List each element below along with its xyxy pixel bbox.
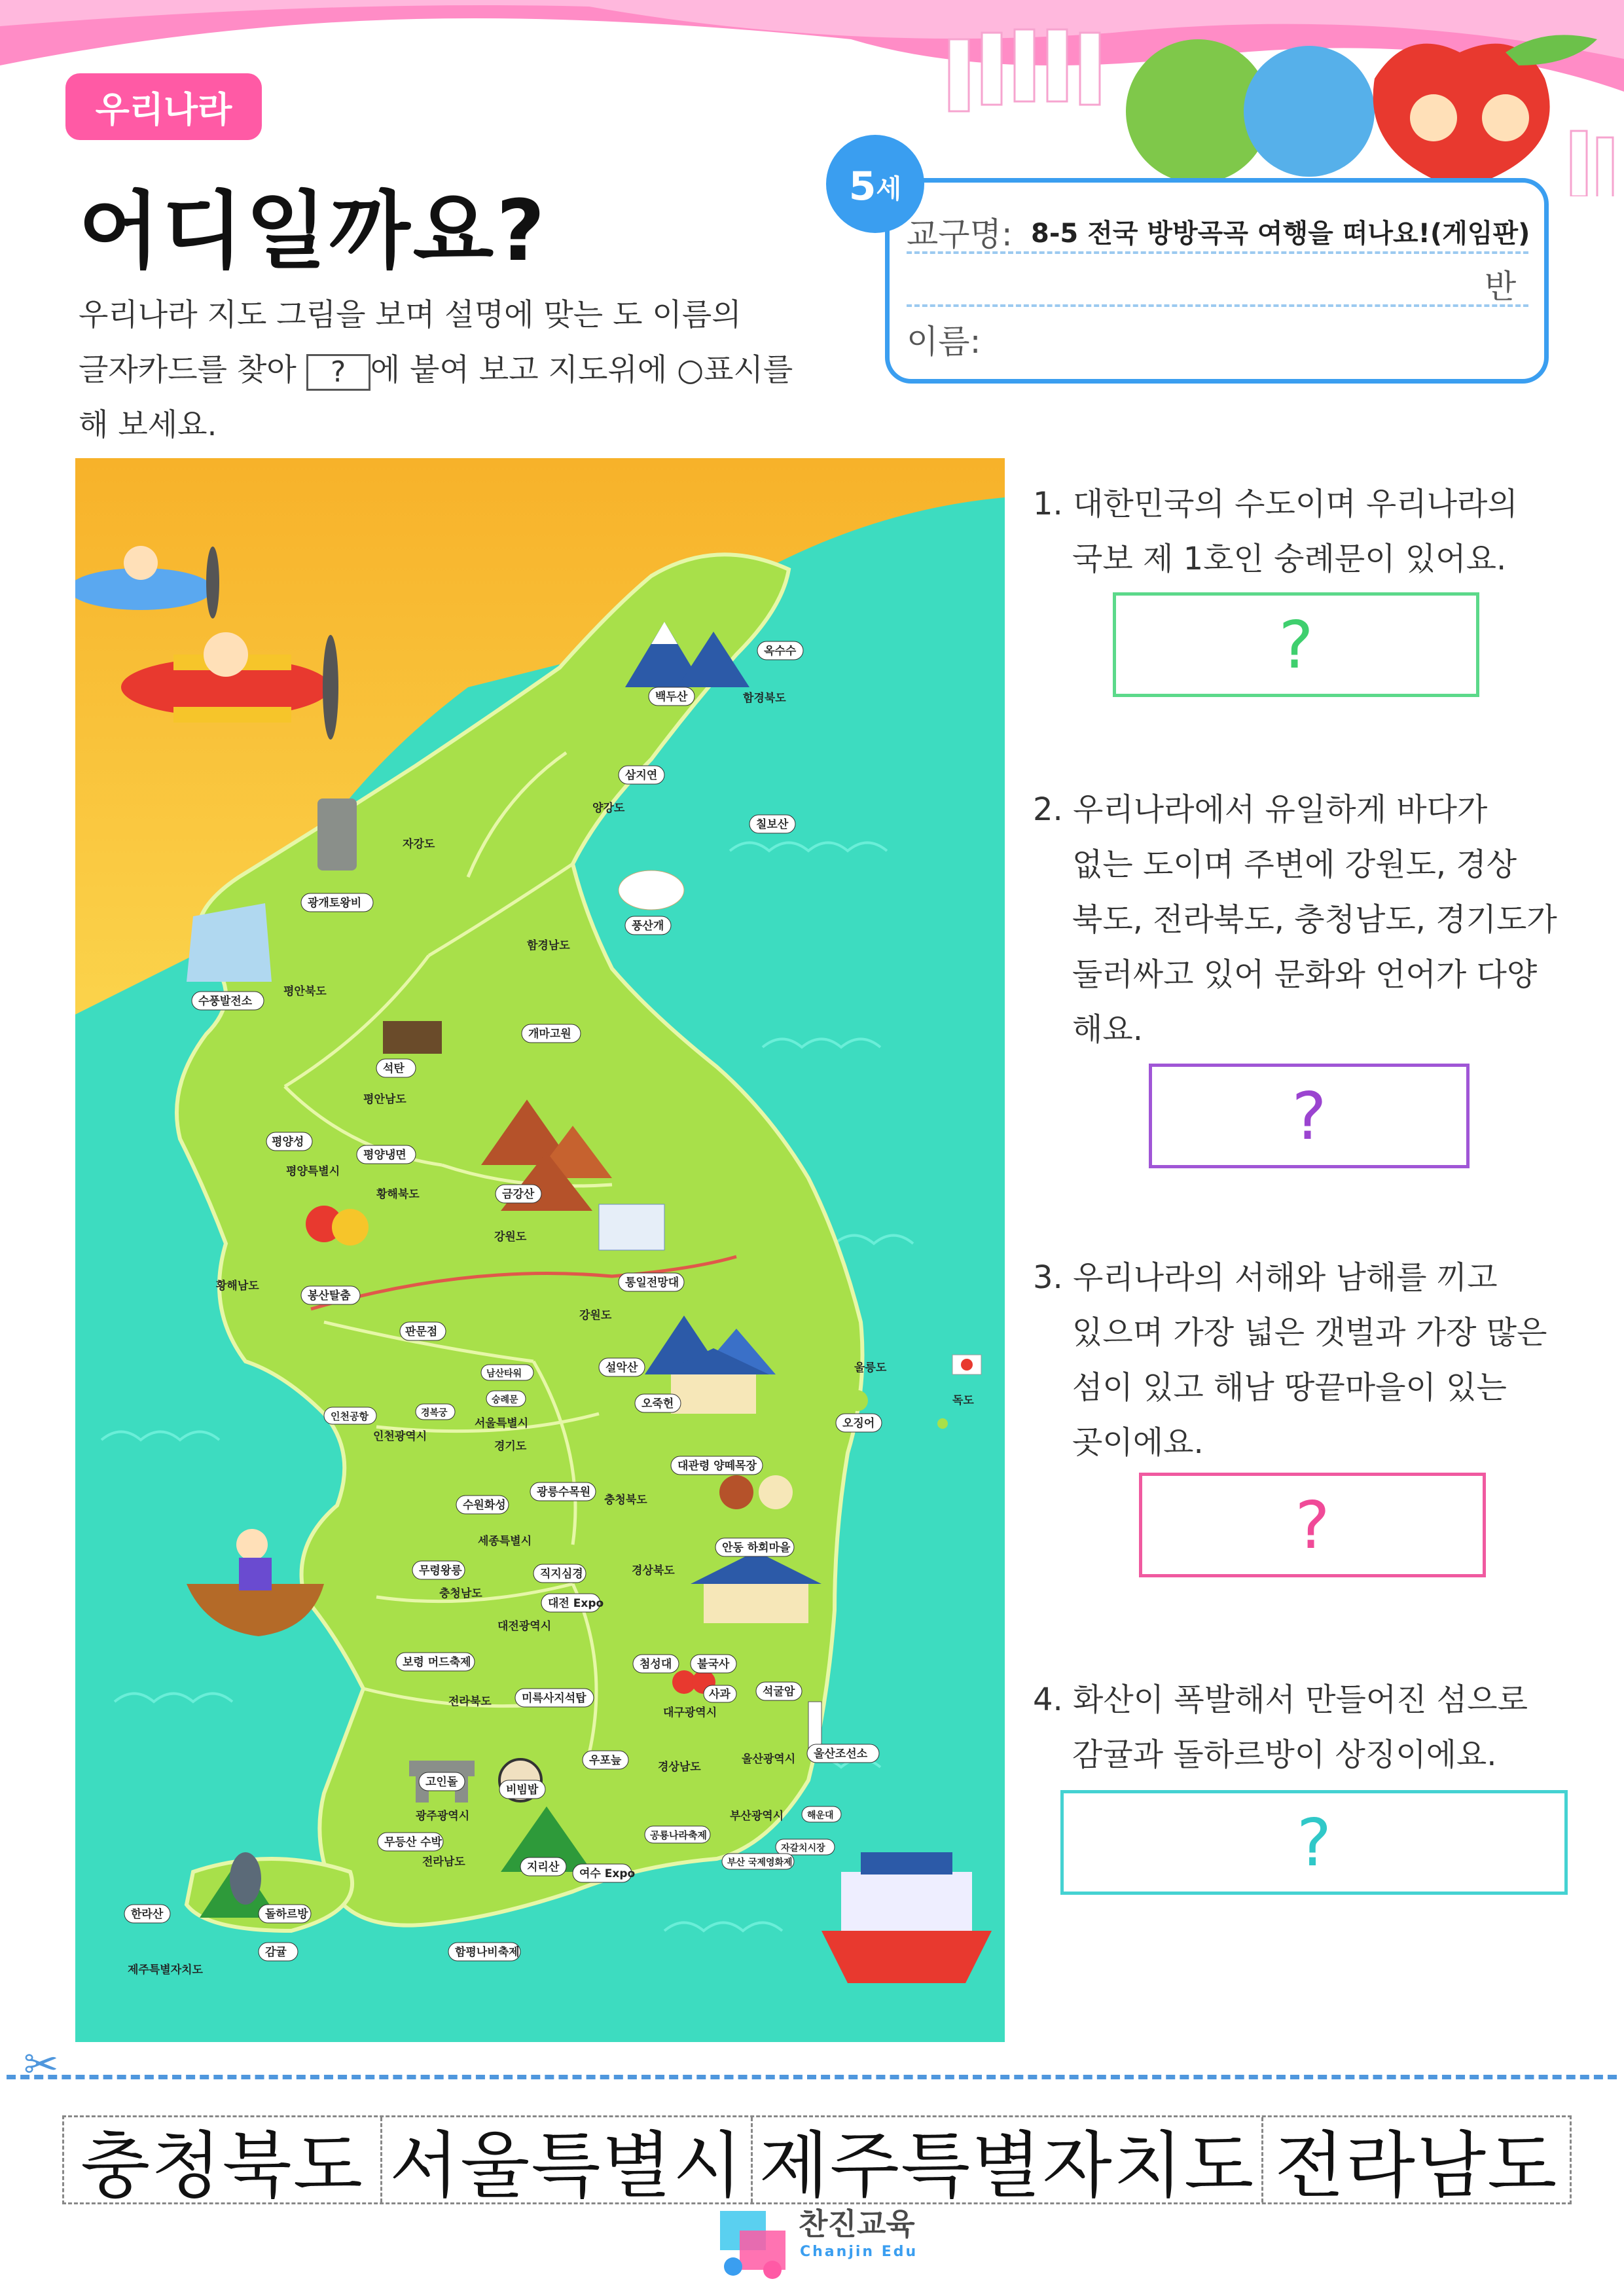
map-label-apple (704, 1685, 736, 1702)
svg-text:광개토왕비: 광개토왕비 (308, 897, 362, 910)
ship-icon (821, 1852, 992, 1983)
svg-text:안동 하회마을: 안동 하회마을 (722, 1541, 791, 1554)
map-label-chilbo (749, 815, 795, 833)
svg-text:울산광역시: 울산광역시 (742, 1753, 796, 1766)
instructions-line-1: 우리나라 지도 그림을 보며 설명에 맞는 도 이름의 (79, 297, 742, 333)
map-label-pyeongannam (363, 1092, 406, 1106)
svg-text:봉산탈춤: 봉산탈춤 (308, 1289, 351, 1302)
ulleung-island (847, 1390, 868, 1411)
svg-text:설악산: 설악산 (605, 1361, 638, 1374)
map-label-halla (124, 1905, 170, 1923)
svg-text:황해남도: 황해남도 (216, 1280, 259, 1293)
map-label-ulsan-ship (807, 1744, 879, 1763)
map-label-gwanggaeto (301, 893, 373, 912)
svg-text:평양특별시: 평양특별시 (286, 1165, 340, 1178)
svg-text:풍산개: 풍산개 (632, 920, 664, 933)
map-label-namsan (481, 1365, 533, 1380)
svg-text:무령왕릉: 무령왕릉 (419, 1564, 462, 1577)
coal-icon (383, 1021, 442, 1054)
map-label-pungsan (625, 916, 671, 935)
map-label-samjiyeon (619, 766, 664, 784)
map-label-gaema (522, 1024, 581, 1043)
map-label-sejong (478, 1534, 532, 1548)
map-label-suwon (456, 1496, 509, 1514)
map-label-bulguksa (691, 1655, 736, 1673)
svg-text:오징어: 오징어 (842, 1417, 875, 1430)
svg-text:경상북도: 경상북도 (632, 1564, 675, 1577)
map-label-hamgyeongbuk (742, 691, 786, 705)
svg-text:함평나비축제: 함평나비축제 (455, 1946, 520, 1959)
svg-text:공룡나라축제: 공룡나라축제 (650, 1829, 707, 1841)
instructions (79, 288, 838, 453)
svg-text:서울특별시: 서울특별시 (475, 1417, 529, 1430)
divider (907, 304, 1528, 307)
name-field-label[interactable]: 이름: (907, 323, 981, 361)
map-label-bibimbap (499, 1780, 545, 1799)
tool-label: 교구명: (907, 215, 1013, 253)
map-label-hamgyeongnam (526, 939, 570, 952)
map-label-upo (583, 1751, 628, 1769)
word-cards (62, 2115, 1572, 2208)
svg-text:전라남도: 전라남도 (422, 1856, 465, 1869)
svg-text:판문점: 판문점 (405, 1325, 438, 1338)
svg-text:비빔밥: 비빔밥 (506, 1784, 539, 1797)
svg-text:미륵사지석탑: 미륵사지석탑 (522, 1692, 586, 1705)
svg-text:강원도: 강원도 (579, 1309, 612, 1322)
svg-text:제주특별자치도: 제주특별자치도 (128, 1964, 203, 1977)
map-label-gamgyul (259, 1943, 298, 1961)
svg-text:보령 머드축제: 보령 머드축제 (403, 1656, 471, 1669)
svg-text:석굴암: 석굴암 (763, 1685, 795, 1698)
word-card[interactable]: 서울특별시 (382, 2117, 753, 2202)
category-tag: 우리나라 (65, 73, 262, 140)
map-label-dolmen (419, 1772, 465, 1791)
svg-text:울산조선소: 울산조선소 (814, 1748, 868, 1761)
map-label-gyeonggi (494, 1439, 527, 1453)
tool-name: 8-5 전국 방방곡곡 여행을 떠나요!(게임판) (1031, 219, 1530, 249)
map-label-hwanghaenam (215, 1279, 259, 1293)
map-label-ulleung (854, 1361, 887, 1374)
svg-text:자갈치시장: 자갈치시장 (781, 1843, 825, 1854)
svg-text:대전 Expo: 대전 Expo (548, 1597, 604, 1610)
svg-text:숭례문: 숭례문 (492, 1395, 518, 1405)
map-label-jeju (128, 1963, 204, 1977)
map-label-cheomseongdae (633, 1655, 679, 1673)
svg-text:충청북도: 충청북도 (604, 1494, 647, 1507)
map-label-dokdo (952, 1394, 974, 1407)
dokdo-island (937, 1418, 948, 1429)
svg-text:자강도: 자강도 (403, 838, 435, 851)
map-label-jeonbuk (448, 1695, 492, 1708)
map-label-muryeong (412, 1561, 465, 1579)
map-label-gangwon-n (494, 1230, 527, 1244)
svg-text:대전광역시: 대전광역시 (497, 1620, 552, 1633)
observatory-icon (599, 1204, 664, 1250)
svg-text:옥수수: 옥수수 (764, 645, 797, 658)
svg-text:전라북도: 전라북도 (448, 1695, 492, 1708)
question-box-sample: ? (306, 354, 370, 391)
word-card[interactable]: 충청북도 (64, 2117, 382, 2202)
svg-text:수원화성: 수원화성 (463, 1499, 506, 1512)
map-label-daejeon-expo (541, 1594, 604, 1612)
map-label-biff (722, 1854, 794, 1869)
svg-text:수풍발전소: 수풍발전소 (198, 995, 253, 1008)
question-1: 1. 대한민국의 수도이며 우리나라의 국보 제 1호인 숭례문이 있어요. (1033, 486, 1518, 577)
svg-text:충청남도: 충청남도 (439, 1587, 482, 1600)
dog-icon (619, 870, 684, 910)
svg-text:백두산: 백두산 (655, 691, 688, 704)
map-label-seokguram (756, 1682, 802, 1700)
age-badge: 5 세 (826, 135, 924, 233)
instructions-line-2: 글자카드를 찾아 ? 에 붙여 보고 지도위에 ○표시를 (79, 343, 838, 398)
map-label-busan (730, 1809, 784, 1823)
map-label-pyeongyang (286, 1164, 340, 1178)
question-4: 4. 화산이 폭발해서 만들어진 섬으로 감귤과 돌하르방이 상징이에요. (1033, 1681, 1528, 1773)
map-label-daegu (663, 1706, 717, 1719)
svg-text:감귤: 감귤 (265, 1946, 287, 1959)
svg-text:평양성: 평양성 (272, 1136, 304, 1149)
question-3: 3. 우리나라의 서해와 남해를 끼고 있으며 가장 넓은 갯벌과 가장 많은 섬이 있고 해남 땅끝마을이 있는 곳이에요. (1033, 1259, 1547, 1461)
map-label-ojingeo (836, 1414, 882, 1432)
map-label-dinosaur (645, 1826, 710, 1843)
svg-text:광릉수목원: 광릉수목원 (537, 1486, 591, 1499)
map-label-seorak (599, 1358, 645, 1376)
svg-text:사과: 사과 (709, 1688, 731, 1701)
divider (907, 251, 1528, 254)
svg-text:금강산: 금강산 (502, 1188, 535, 1201)
svg-text:양강도: 양강도 (592, 802, 625, 815)
map-label-jagang (403, 837, 435, 851)
map-label-jikji (533, 1564, 586, 1583)
map-label-jagalchi (776, 1839, 835, 1855)
svg-text:인천공항: 인천공항 (331, 1410, 369, 1422)
map-label-hampyeong (448, 1943, 520, 1961)
svg-text:대관령 양떼목장: 대관령 양떼목장 (677, 1460, 757, 1473)
svg-text:돌하르방: 돌하르방 (265, 1908, 308, 1921)
class-field-label[interactable]: 반 (1485, 268, 1517, 306)
map-label-dolhareubang (259, 1905, 311, 1923)
svg-text:남산타워: 남산타워 (486, 1369, 522, 1379)
svg-text:함경북도: 함경북도 (743, 692, 786, 705)
map-label-gyeongbokgung (416, 1404, 455, 1420)
svg-text:직지심경: 직지심경 (540, 1568, 583, 1581)
map-label-ojukheon (635, 1394, 681, 1412)
map-label-gwangju (416, 1809, 469, 1823)
map-label-naengmyeon (357, 1145, 416, 1164)
map-label-incheon (373, 1429, 427, 1443)
statue-icon (317, 798, 357, 870)
map-label-daegwallyeong (671, 1456, 763, 1475)
svg-text:첨성대: 첨성대 (640, 1658, 672, 1671)
page-title: 어디일까요? (79, 183, 548, 280)
map-label-supung (192, 992, 264, 1010)
svg-text:함경남도: 함경남도 (527, 939, 570, 952)
svg-text:삼지연: 삼지연 (625, 769, 658, 782)
svg-text:경복궁: 경복궁 (421, 1408, 448, 1418)
map-label-daejeon (497, 1619, 551, 1633)
svg-text:황해북도: 황해북도 (376, 1188, 420, 1201)
svg-text:경상남도: 경상남도 (658, 1761, 701, 1774)
svg-text:석탄: 석탄 (383, 1062, 405, 1075)
svg-text:칠보산: 칠보산 (756, 818, 789, 831)
svg-text:불국사: 불국사 (697, 1658, 730, 1671)
svg-text:독도: 독도 (952, 1394, 974, 1407)
answer-box-1[interactable]: ? (1113, 592, 1479, 697)
map-label-oksusu (757, 641, 803, 660)
map-label-pyeonganbuk (283, 984, 327, 998)
logo-subtext: Chanjin Edu (800, 2244, 918, 2260)
map-label-tongil (619, 1273, 684, 1291)
map-label-chungbuk (604, 1493, 647, 1507)
map-label-hwanghaebuk (376, 1187, 420, 1201)
svg-text:오죽헌: 오죽헌 (641, 1397, 674, 1410)
svg-text:개마고원: 개마고원 (528, 1028, 571, 1041)
map-label-panmunjeom (400, 1322, 446, 1340)
map-label-incheon-airport (324, 1407, 376, 1424)
svg-text:광주광역시: 광주광역시 (416, 1810, 470, 1823)
map-label-sungnyemun (486, 1391, 526, 1407)
svg-text:여수 Expo: 여수 Expo (579, 1867, 636, 1880)
map-label-yanggang (592, 801, 625, 815)
map-label-jeonnam (422, 1855, 465, 1869)
answer-box-4[interactable]: ? (1060, 1790, 1568, 1895)
svg-text:평안남도: 평안남도 (363, 1093, 406, 1106)
cut-line (7, 2075, 1617, 2079)
question-2: 2. 우리나라에서 유일하게 바다가 없는 도이며 주변에 강원도, 경상 북도, 전라북도, 충청남도, 경기도가 둘러싸고 있어 문화와 언어가 다양 해요. (1033, 791, 1557, 1048)
map-label-gyeongbuk (632, 1564, 675, 1577)
svg-text:울릉도: 울릉도 (854, 1361, 887, 1374)
word-card[interactable]: 제주특별자치도 (753, 2117, 1263, 2202)
map-label-yeosu (573, 1864, 635, 1882)
map-label-haeundae (802, 1806, 841, 1822)
svg-text:해운대: 해운대 (807, 1810, 834, 1821)
svg-text:인천광역시: 인천광역시 (373, 1430, 427, 1443)
svg-text:통일전망대: 통일전망대 (625, 1276, 679, 1289)
svg-text:강원도: 강원도 (494, 1230, 527, 1244)
logo-text: 찬진교육 (799, 2206, 915, 2242)
svg-text:우포늪: 우포늪 (589, 1754, 622, 1767)
svg-text:부산 국제영화제: 부산 국제영화제 (727, 1857, 793, 1868)
map-label-gwangneung (530, 1482, 596, 1501)
map-label-andong (715, 1538, 794, 1556)
svg-text:한라산: 한라산 (131, 1908, 164, 1921)
map-label-gangwon-s (579, 1308, 612, 1322)
map-label-ulsan (742, 1752, 795, 1766)
map-label-jiri (520, 1857, 566, 1876)
map-label-pyeongyangseong (266, 1132, 312, 1151)
scissors-icon: ✂ (24, 2041, 59, 2089)
svg-text:무등산 수박: 무등산 수박 (384, 1836, 442, 1849)
svg-text:평안북도: 평안북도 (283, 985, 327, 998)
map-label-mireuksa (515, 1689, 594, 1707)
dolhareubang-icon (230, 1852, 261, 1905)
svg-text:세종특별시: 세종특별시 (478, 1535, 532, 1548)
map-label-boryeong (396, 1653, 475, 1671)
answer-box-2[interactable]: ? (1149, 1064, 1470, 1168)
map-label-baekdu (649, 687, 695, 706)
answer-box-3[interactable]: ? (1139, 1473, 1486, 1577)
korea-map (75, 458, 1005, 2042)
map-label-bongsan (301, 1286, 360, 1304)
svg-text:지리산: 지리산 (527, 1861, 560, 1874)
mask-icon (306, 1206, 369, 1246)
svg-text:대구광역시: 대구광역시 (663, 1706, 717, 1719)
svg-text:고인돌: 고인돌 (425, 1776, 458, 1789)
svg-text:경기도: 경기도 (494, 1440, 527, 1453)
instructions-line-3: 해 보세요. (79, 407, 217, 443)
map-label-chungnam (439, 1587, 482, 1600)
map-label-seoktan (376, 1059, 416, 1077)
svg-text:평양냉면: 평양냉면 (363, 1149, 406, 1162)
svg-text:부산광역시: 부산광역시 (730, 1810, 784, 1823)
word-card[interactable]: 전라남도 (1274, 2124, 1559, 2208)
map-label-seoul (475, 1416, 528, 1430)
map-label-mudeung (378, 1833, 443, 1851)
map-label-gyeongnam (658, 1760, 701, 1774)
map-label-geumgang (496, 1185, 541, 1203)
korean-flag-icon (952, 1355, 981, 1374)
